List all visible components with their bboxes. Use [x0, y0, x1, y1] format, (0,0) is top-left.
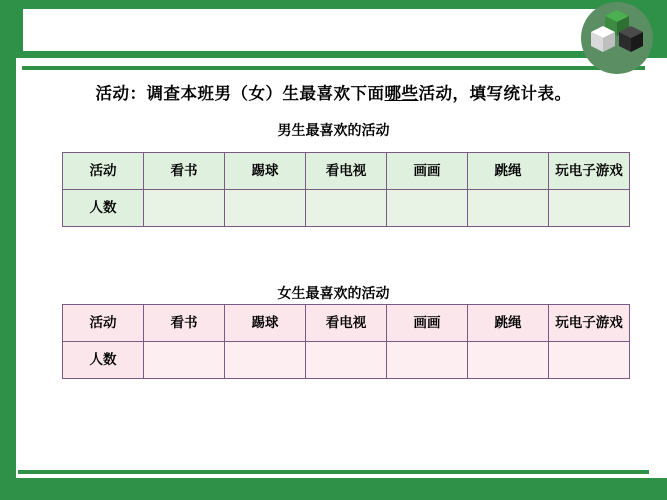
- girls-header-cat-4: 跳绳: [468, 305, 549, 342]
- boys-value-3[interactable]: [387, 190, 468, 227]
- boys-header-cat-2: 看电视: [306, 153, 387, 190]
- bottom-green-rule: [18, 470, 649, 474]
- table-row: [63, 153, 630, 190]
- table-row: [63, 342, 630, 379]
- page-title: [0, 80, 667, 104]
- top-green-rule: [22, 66, 645, 70]
- girls-row-header-count: 人数: [63, 342, 144, 379]
- girls-value-4[interactable]: [468, 342, 549, 379]
- girls-value-2[interactable]: [306, 342, 387, 379]
- top-green-band: [0, 0, 667, 58]
- logo: [573, 2, 659, 76]
- boys-value-2[interactable]: [306, 190, 387, 227]
- boys-header-cat-3: 画画: [387, 153, 468, 190]
- girls-value-5[interactable]: [549, 342, 630, 379]
- boys-row-header-activity: 活动: [63, 153, 144, 190]
- boys-header-cat-1: 踢球: [225, 153, 306, 190]
- girls-header-cat-0: 看书: [144, 305, 225, 342]
- girls-value-0[interactable]: [144, 342, 225, 379]
- girls-table-caption: 女生最喜欢的活动: [277, 287, 390, 302]
- table-row: [63, 190, 630, 227]
- cubes-icon: [573, 2, 659, 76]
- bottom-green-band: [0, 478, 667, 500]
- left-green-strip: [0, 0, 16, 500]
- boys-table-caption: 男生最喜欢的活动: [277, 124, 390, 139]
- girls-value-3[interactable]: [387, 342, 468, 379]
- boys-header-cat-4: 跳绳: [468, 153, 549, 190]
- girls-row-header-activity: 活动: [63, 305, 144, 342]
- page-title-underlined: 哪些: [384, 84, 419, 103]
- girls-header-cat-3: 画画: [387, 305, 468, 342]
- boys-value-0[interactable]: [144, 190, 225, 227]
- top-band-white-inset: [22, 8, 624, 52]
- page-title-suffix: 活动，填写统计表。: [418, 84, 572, 103]
- girls-header-cat-1: 踢球: [225, 305, 306, 342]
- page-title-prefix: 活动：调查本班男（女）生最喜欢下面: [95, 84, 385, 103]
- boys-value-1[interactable]: [225, 190, 306, 227]
- boys-header-cat-0: 看书: [144, 153, 225, 190]
- girls-activity-table: [62, 304, 630, 379]
- girls-header-cat-2: 看电视: [306, 305, 387, 342]
- boys-activity-table: [62, 152, 630, 227]
- girls-value-1[interactable]: [225, 342, 306, 379]
- boys-row-header-count: 人数: [63, 190, 144, 227]
- girls-header-cat-5: 玩电子游戏: [549, 305, 630, 342]
- table-row: [63, 305, 630, 342]
- boys-value-4[interactable]: [468, 190, 549, 227]
- boys-header-cat-5: 玩电子游戏: [549, 153, 630, 190]
- boys-value-5[interactable]: [549, 190, 630, 227]
